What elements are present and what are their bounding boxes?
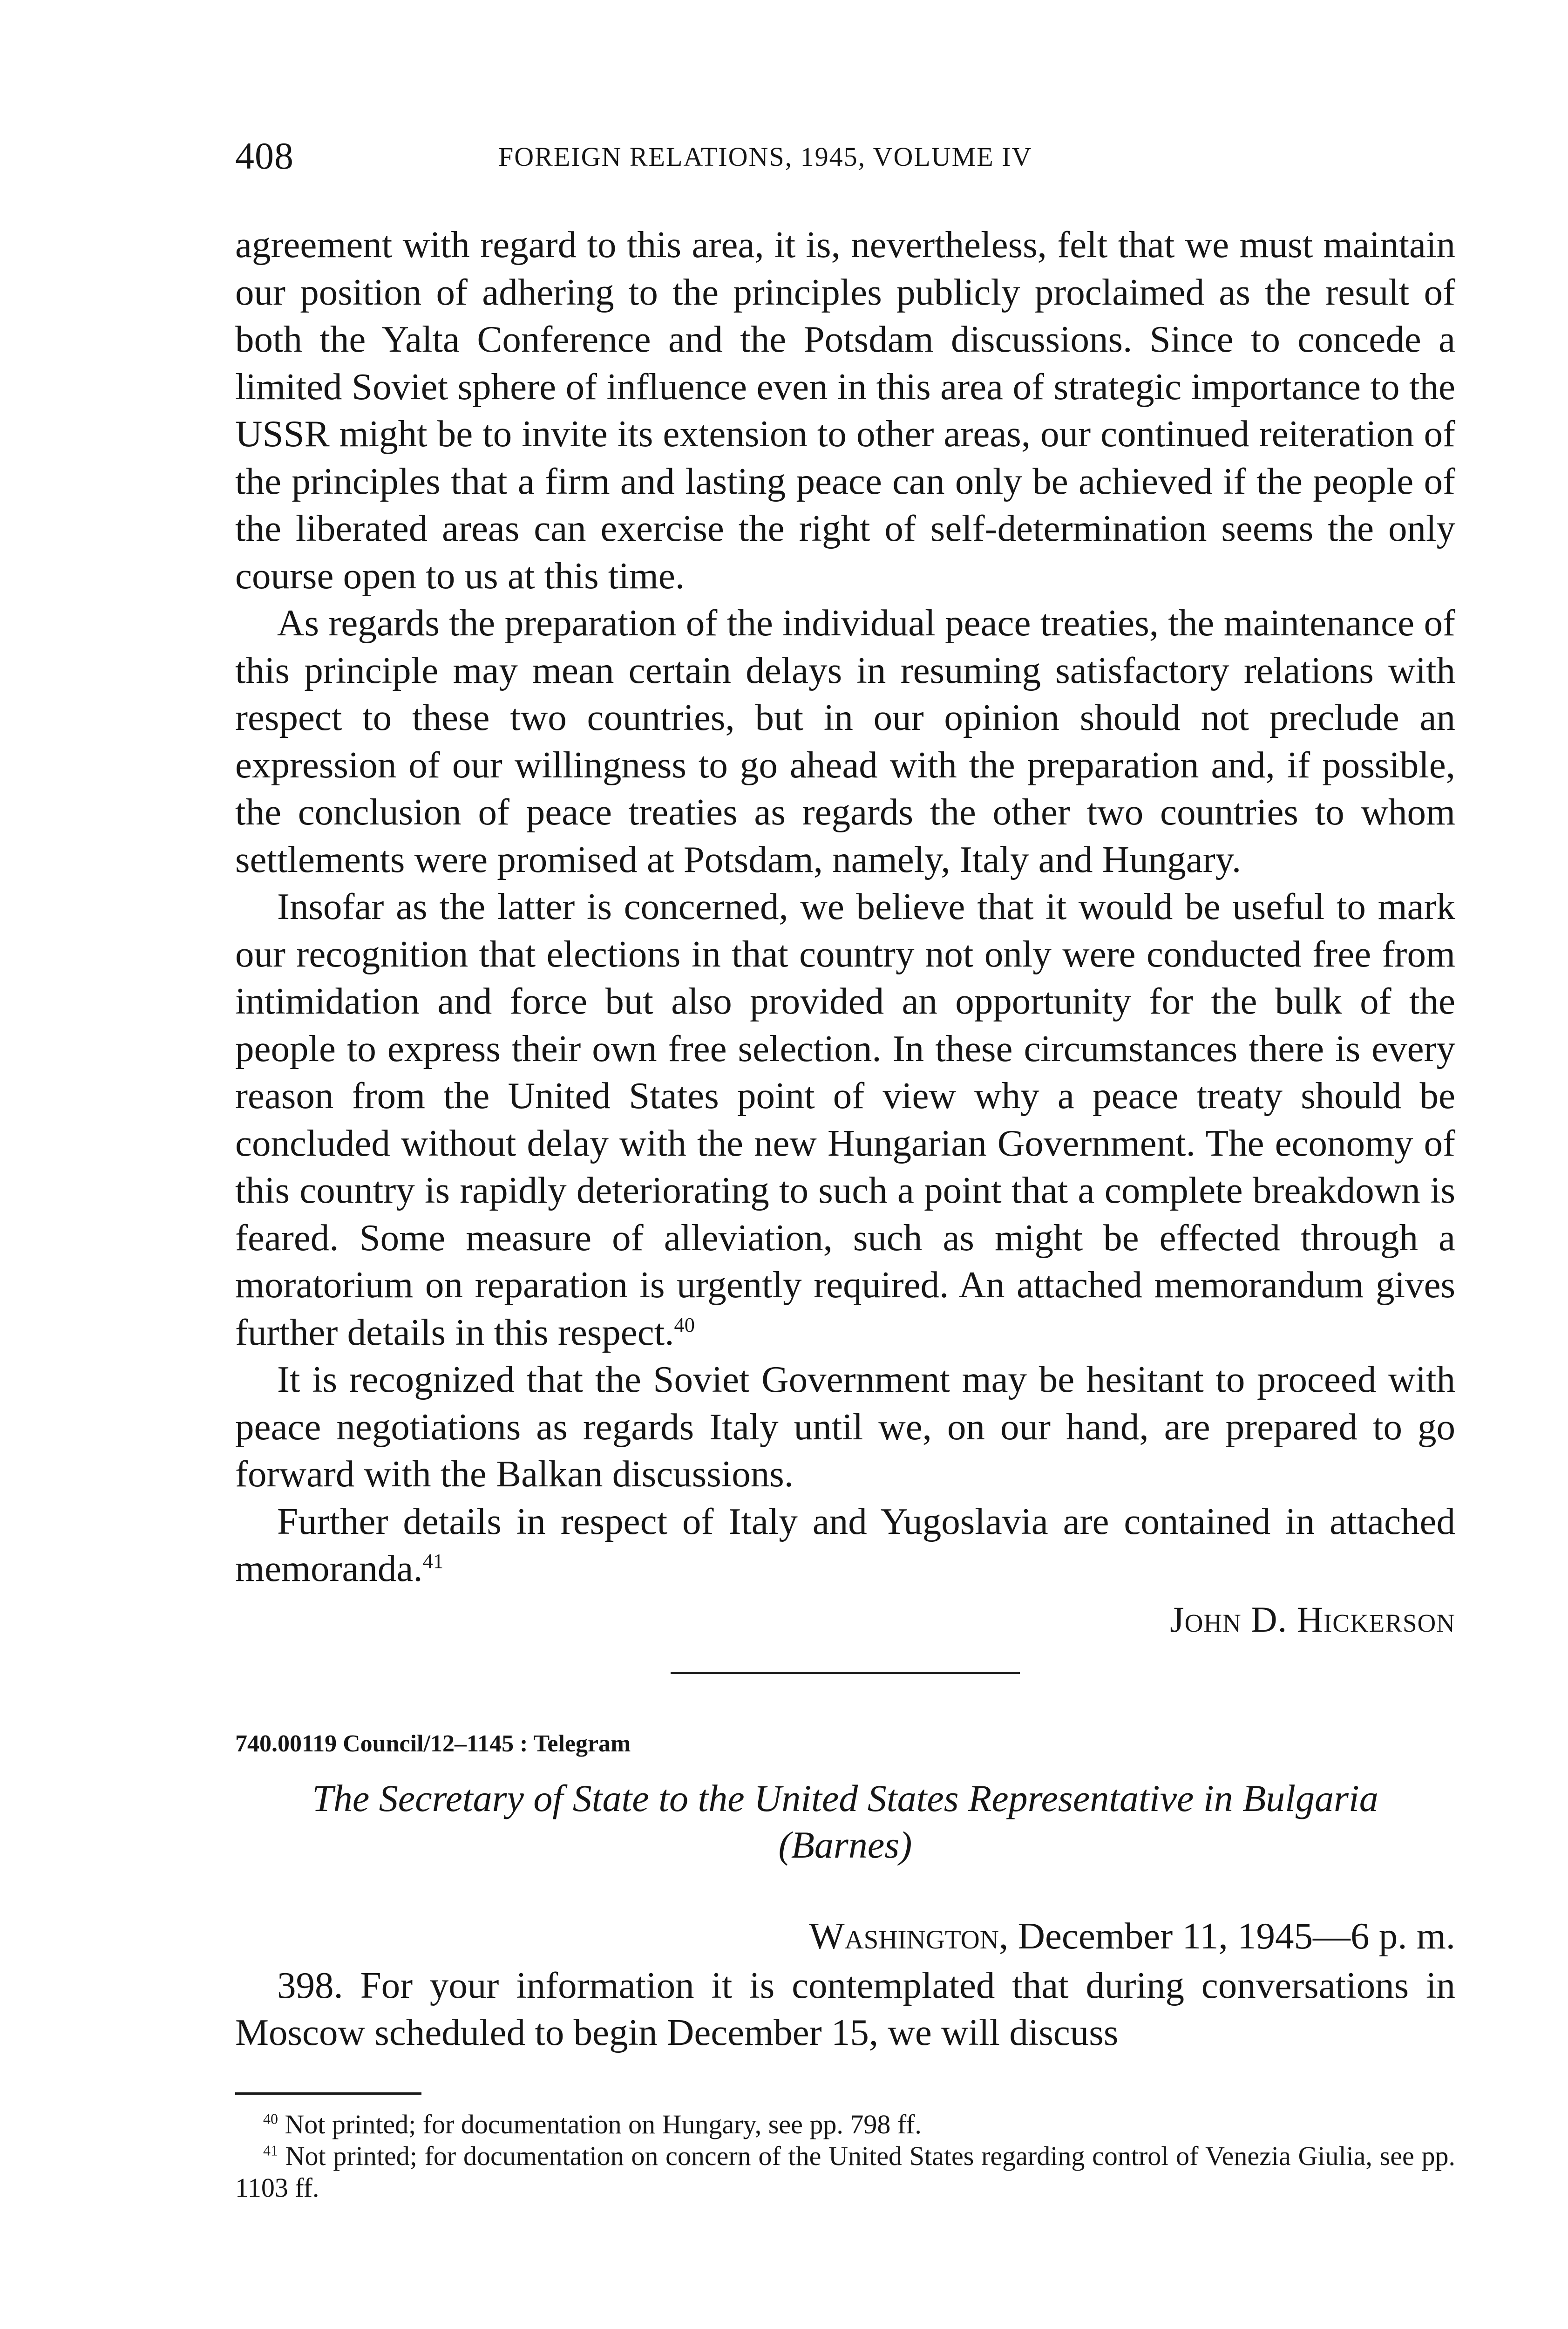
running-header [235,135,1455,177]
footnote-number: 41 [263,2142,278,2159]
file-reference: 740.00119 Council/12–1145 : Telegram [235,1730,631,1757]
body-paragraph: agreement with regard to this area, it is, nevertheless, felt that we must maintain our position of adhering to the principles publicly proclaimed as the result of both the Yalta Conference and the Potsdam discussions. Since to concede a limited Soviet sphere of influence even in this area of strategic importance to the USSR might be to invite its extension to other areas, our continued reiteration of the principles that a firm and lasting peace can only be achieved if the people of the liberated areas can exercise the right of self-determination seems the only course open to us at this time. [235,224,1455,597]
footnote-number: 40 [263,2111,278,2127]
page-number: 408 [235,135,294,177]
body-paragraph: Further details in respect of Italy and Yugoslavia are contained in attached memoranda.$^{41}$ [235,1500,1455,1589]
footnote: $^{41}$ Not printed; for documentation on concern of the United States regarding control of Venezia Giulia, see pp. 1103 ff. [235,2140,1455,2203]
dateline-date: , December 11, 1945—6 p. m. [998,1914,1455,1957]
body-paragraph: As regards the preparation of the individual peace treaties, the maintenance of this principle may mean certain delays in resuming satisfactory relations with respect to these two countries, but in our opinion should not preclude an expression of our willingness to go ahead with the preparation and, if possible, the conclusion of peace treaties as regards the other two countries to whom settlements were promised at Potsdam, namely, Italy and Hungary. [235,602,1455,880]
document-page [235,135,1455,2204]
dateline-place: Washington [809,1914,999,1957]
body-paragraph: Insofar as the latter is concerned, we believe that it would be useful to mark our recognition that elections in that country not only were conducted free from intimidation and force but also provided an opportunity for the bulk of the people to express their own free selection. In these circumstances there is every reason from the United States point of view why a peace treaty should be concluded without delay with the new Hungarian Government. The economy of this country is rapidly deteriorating to such a point that a complete breakdown is feared. Some measure of alleviation, such as might be effected through a moratorium on reparation is urgently required. An attached memorandum gives further details in this respect.$^{40}$ [235,885,1455,1353]
footnote-divider [235,2092,421,2095]
footnote-reference: 40 [674,1313,695,1336]
body-paragraph: It is recognized that the Soviet Government may be hesitant to proceed with peace negotiations as regards Italy until we, on our hand, are prepared to go forward with the Balkan discussions. [235,1358,1455,1495]
body-paragraph: 398. For your information it is contemplated that during conversations in Moscow scheduled to begin December 15, we will discuss [235,1964,1455,2053]
dateline [235,1913,1455,1959]
signature: John D. Hickerson [1170,1599,1455,1640]
footnotes [235,2109,1455,2204]
memorandum-body [235,221,1455,1593]
section-divider [671,1672,1020,1674]
document-title: The Secretary of State to the United States Representative in Bulgaria (Barnes) [312,1777,1378,1866]
footnote-reference: 41 [422,1549,444,1573]
telegram-body [235,1962,1455,2056]
running-title: FOREIGN RELATIONS, 1945, VOLUME IV [498,142,1032,172]
footnote: $^{40}$ Not printed; for documentation on Hungary, see pp. 798 ff. [263,2109,922,2139]
